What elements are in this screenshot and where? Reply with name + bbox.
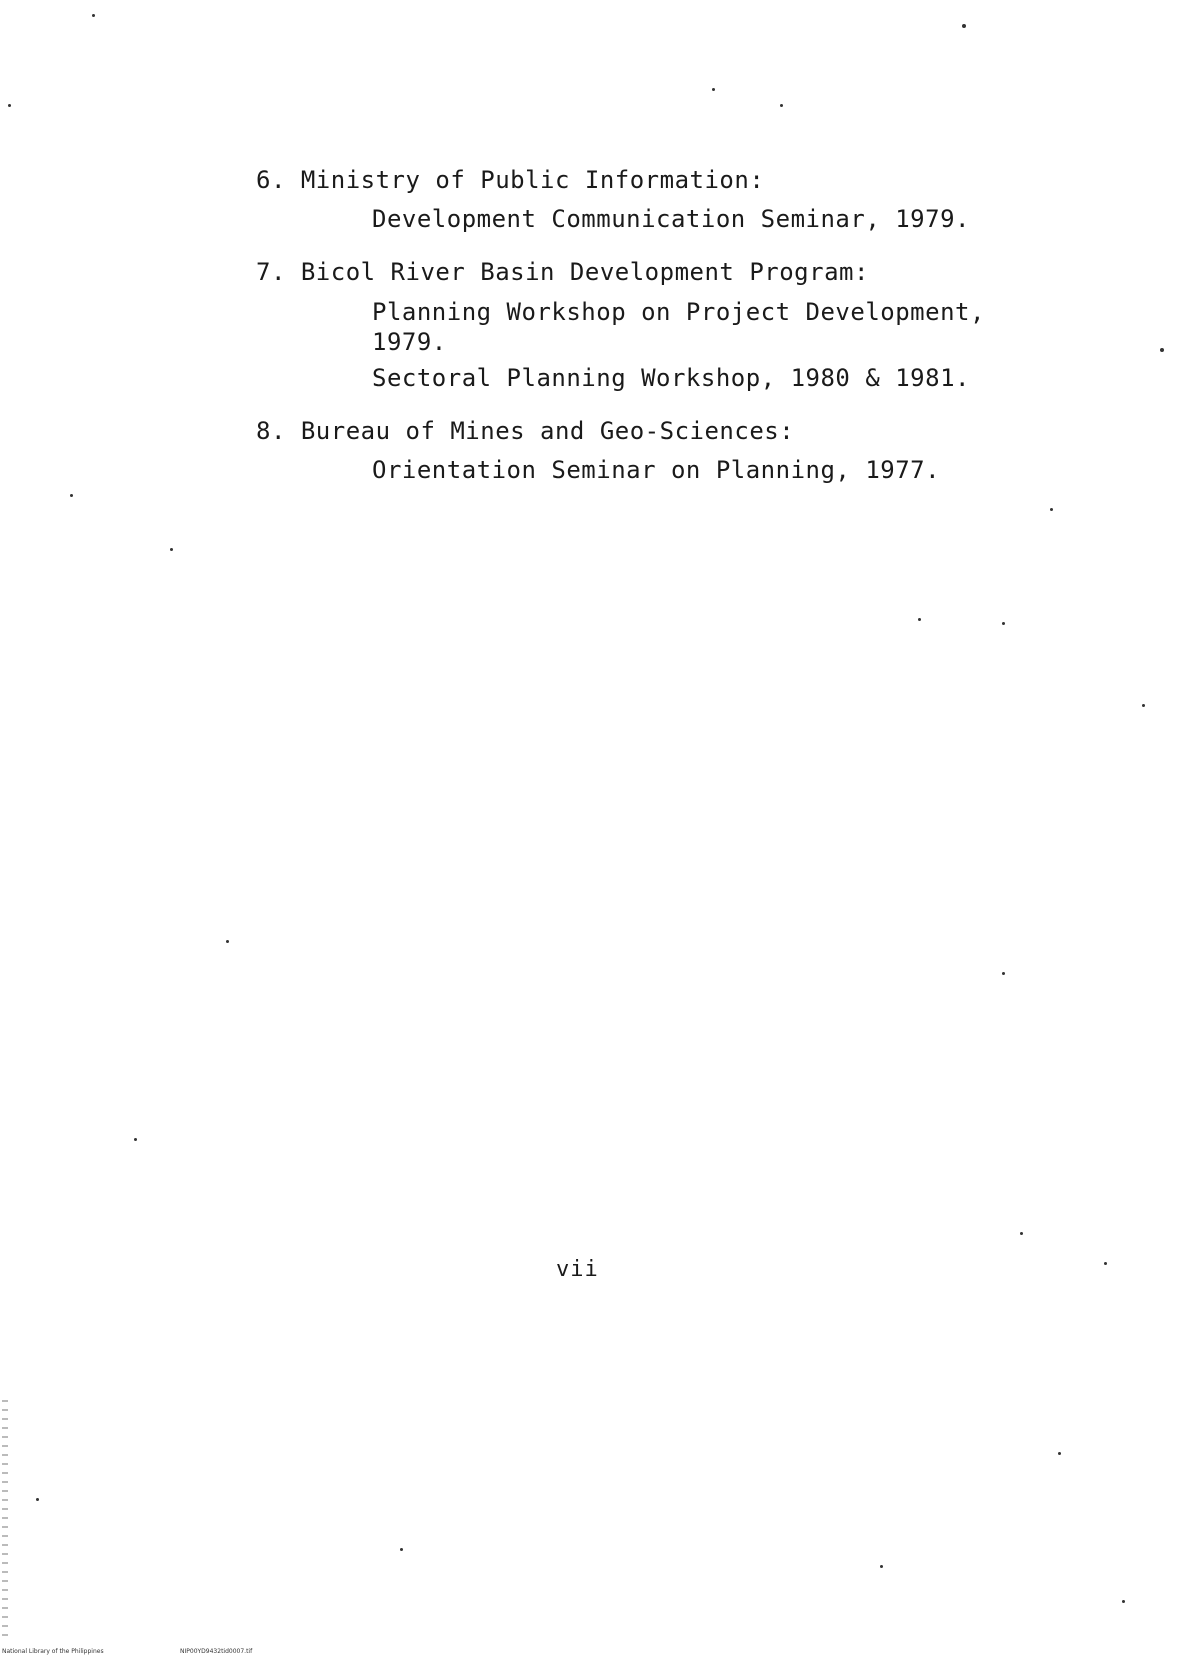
footer-library: National Library of the Philippines	[2, 1648, 104, 1655]
scan-speck	[36, 1498, 39, 1501]
entry-item-7-1: Planning Workshop on Project Development,	[372, 298, 985, 326]
page-number: vii	[556, 1257, 599, 1282]
scan-speck	[1160, 348, 1164, 352]
scan-speck	[880, 1565, 883, 1568]
entry-item-8-1: Orientation Seminar on Planning, 1977.	[372, 456, 941, 484]
entry-item-7-2: Sectoral Planning Workshop, 1980 & 1981.	[372, 364, 970, 392]
scan-speck	[70, 494, 73, 497]
scan-speck	[918, 618, 921, 621]
scan-speck	[780, 104, 783, 107]
scan-speck	[962, 24, 966, 28]
scan-speck	[1122, 1600, 1125, 1603]
entry-item-7-1-cont: 1979.	[372, 328, 447, 356]
scan-speck	[1002, 622, 1005, 625]
scan-speck	[134, 1138, 137, 1141]
entry-heading-6: 6. Ministry of Public Information:	[256, 166, 765, 194]
scan-speck	[712, 88, 715, 91]
scan-speck	[400, 1548, 403, 1551]
scan-edge-mark	[2, 1400, 8, 1640]
scan-speck	[170, 548, 173, 551]
scan-speck	[1142, 704, 1145, 707]
entry-heading-7: 7. Bicol River Basin Development Program:	[256, 258, 869, 286]
entry-item-6-1: Development Communication Seminar, 1979.	[372, 205, 970, 233]
scan-speck	[1002, 972, 1005, 975]
scan-speck	[1104, 1262, 1107, 1265]
scan-speck	[1050, 508, 1053, 511]
scan-speck	[226, 940, 229, 943]
scan-speck	[92, 14, 95, 17]
scan-speck	[8, 104, 11, 107]
scan-speck	[1020, 1232, 1023, 1235]
scan-speck	[1058, 1452, 1061, 1455]
footer-file-id: NIP00YD9432tid0007.tif	[180, 1648, 253, 1655]
entry-heading-8: 8. Bureau of Mines and Geo-Sciences:	[256, 417, 795, 445]
